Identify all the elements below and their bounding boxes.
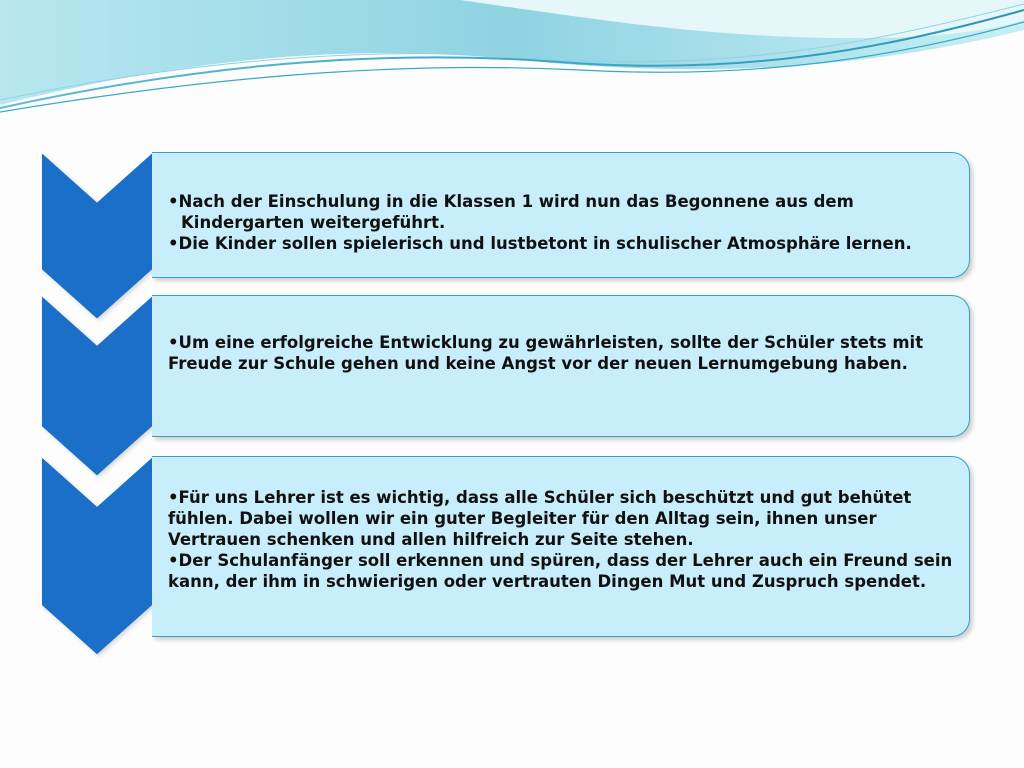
bullet-item: • Für uns Lehrer ist es wichtig, dass alle Schüler sich beschützt und gut behütet fühlen. Dabei wollen wir ein guter Begleiter für den Alltag sein, ihnen unser Vertrauen schenken und allen hilfreich zur Seite stehen. (168, 487, 959, 550)
step-text-box (152, 456, 970, 637)
bullet-item: • Der Schulanfänger soll erkennen und spüren, dass der Lehrer auch ein Freund sein kann, der ihm in schwierigen oder vertrauten Dingen Mut und Zuspruch spendet. (168, 550, 959, 592)
process-step-3 (42, 456, 974, 656)
bullet-item: • Die Kinder sollen spielerisch und lustbetont in schulischer Atmosphäre lernen. (168, 233, 959, 254)
header-wave-decoration (0, 0, 1024, 120)
step-text-box (152, 152, 970, 278)
chevron-down-icon (42, 456, 152, 656)
process-step-2 (42, 295, 974, 477)
bullet-item: • Nach der Einschulung in die Klassen 1 wird nun das Begonnene aus dem Kindergarten weitergeführt. (168, 191, 959, 233)
step-text-box (152, 295, 970, 437)
bullet-item: • Um eine erfolgreiche Entwicklung zu gewährleisten, sollte der Schüler stets mit Freude zur Schule gehen und keine Angst vor der neuen Lernumgebung haben. (168, 332, 959, 374)
chevron-down-icon (42, 295, 152, 477)
